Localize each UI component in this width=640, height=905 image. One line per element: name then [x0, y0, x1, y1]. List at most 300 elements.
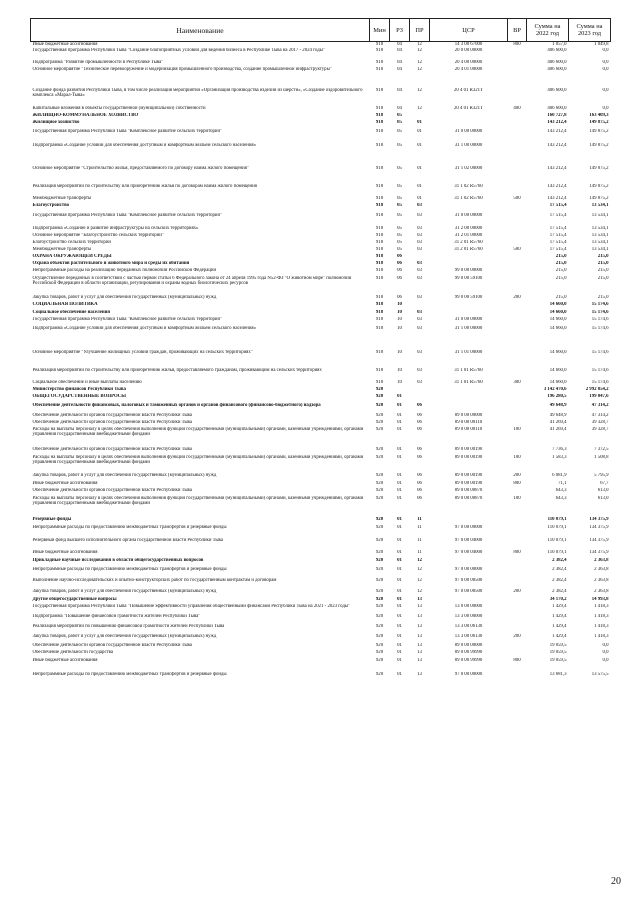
row-pr: 06: [417, 472, 422, 478]
row-pr: 06: [417, 402, 422, 408]
row-vr: [508, 368, 527, 380]
row-sum-2022: 14 660,0: [549, 301, 567, 307]
row-rz: 05: [397, 232, 402, 238]
row-min: 920: [375, 537, 384, 543]
row-pr: 13: [417, 623, 422, 629]
row-pr: 03: [417, 246, 422, 252]
row-name: Основное мероприятие "Техническое перевооружение и модернизация промышленного производства, создание промышленной инфраструктуры": [32, 66, 332, 72]
row-name: Обеспечение деятельности органов государственной власти Республики Тыва: [32, 412, 192, 418]
row-pr: 12: [417, 557, 422, 563]
row-min: 920: [375, 480, 384, 486]
row-csr: 97 0 00 04000: [454, 549, 483, 555]
row-rz: 01: [397, 524, 402, 530]
row-min: 920: [375, 393, 384, 399]
row-name: Благоустройство: [32, 202, 70, 208]
row-vr: [508, 317, 527, 326]
row-rz: 01: [397, 588, 402, 594]
table-row: [31, 473, 611, 481]
row-sum-2022: 160 727,8: [547, 112, 567, 118]
row-vr: 800: [513, 480, 521, 486]
row-min: 918: [375, 325, 384, 331]
row-sum-2022: 406 600,0: [547, 59, 567, 65]
row-csr: 97 0 00 08500: [454, 577, 483, 583]
row-sum-2022: 110 079,1: [547, 524, 567, 530]
row-rz: 06: [397, 275, 402, 281]
row-vr: [508, 578, 527, 589]
row-rz: 04: [397, 66, 402, 72]
row-sum-2022: 34 170,2: [549, 596, 567, 602]
row-sum-2023: 0,0: [602, 105, 609, 111]
table-row: [31, 350, 611, 368]
row-rz: 01: [397, 426, 402, 432]
row-vr: 200: [513, 472, 521, 478]
row-csr: 31 1 01 00000: [454, 349, 483, 355]
row-sum-2023: 0,0: [602, 66, 609, 72]
row-name: Межбюджетные трансферты: [32, 246, 92, 252]
row-min: 918: [375, 119, 384, 125]
row-min: 920: [375, 386, 384, 392]
row-sum-2022: 143 212,4: [547, 195, 567, 201]
row-rz: 01: [397, 419, 402, 425]
row-name: Подпрограмма «Создание и развитие инфраструктуры на сельских территориях»: [32, 225, 199, 231]
row-csr: 89 0 00 00000: [454, 412, 483, 418]
table-header-row: [31, 19, 611, 42]
row-min: 918: [375, 202, 384, 208]
row-pr: [410, 394, 430, 403]
row-pr: 12: [417, 577, 422, 583]
row-pr: 12: [417, 566, 422, 572]
row-name: Резервные фонды: [32, 516, 72, 522]
row-name: Социальное обеспечение населения: [32, 309, 110, 315]
row-rz: 01: [397, 642, 402, 648]
table-row: [31, 614, 611, 624]
row-sum-2022: 49 648,9: [549, 402, 567, 408]
row-csr: 89 0 00 99990: [454, 649, 483, 655]
row-name: Жилищное хозяйство: [32, 119, 80, 125]
header-sum-2023: Сумма на 2023 год: [569, 19, 611, 42]
row-sum-2023: 13 534,1: [591, 232, 609, 238]
row-min: 918: [375, 128, 384, 134]
row-csr: 89 0 00 00870: [454, 495, 483, 501]
row-min: 920: [375, 487, 384, 493]
row-sum-2022: 14 660,0: [549, 309, 567, 315]
row-name: Государственная программа Республики Тыва "Повышение эффективности управления общественными финансами Республики Тыва на 2021 - 2023 годы": [32, 603, 350, 609]
table-row: [31, 143, 611, 166]
row-pr: 11: [417, 537, 422, 543]
row-csr: 13 3 00 00000: [454, 613, 483, 619]
row-csr: [430, 261, 508, 268]
row-rz: 01: [397, 480, 402, 486]
row-name: Обеспечение деятельности органов государственной власти Республики Тыва: [32, 446, 192, 452]
row-pr: 13: [417, 596, 422, 602]
row-pr: 01: [417, 195, 422, 201]
row-pr: 03: [417, 260, 422, 266]
row-min: 918: [375, 225, 384, 231]
row-rz: 05: [397, 112, 402, 118]
table-row: [31, 403, 611, 413]
row-sum-2023: 47 314,2: [591, 412, 609, 418]
row-name: Непрограммные расходы на реализацию переданных полномочий Российской Федерации: [32, 267, 217, 273]
row-vr: [508, 302, 527, 310]
table-row: [31, 488, 611, 496]
row-sum-2022: 1 057,0: [552, 42, 567, 47]
row-sum-2022: 19 059,5: [549, 649, 567, 655]
row-name: Создание фонда развития Республики Тыва, в том числе реализация мероприятий «Организация производства изделий из шерсти», «Создание оздоровительного комплекса «Марал-Тыва»: [32, 87, 363, 98]
row-sum-2023: 134 375,9: [589, 524, 609, 530]
row-sum-2023: 149 875,2: [589, 142, 609, 148]
row-name: Выполнение научно-исследовательских и опытно-конструкторских работ по государственным контрактам и договорам: [32, 577, 277, 583]
row-min: 920: [375, 596, 384, 602]
row-csr: 99 0 00 59100: [454, 275, 483, 281]
row-name: Непрограммные расходы по предоставлению межбюджетных трансфертов и резервные фонды: [32, 566, 227, 572]
row-vr: [508, 48, 527, 60]
row-name: Обеспечение деятельности государства: [32, 649, 114, 655]
row-sum-2023: 5 795,9: [594, 472, 609, 478]
row-rz: 05: [397, 212, 402, 218]
row-csr: [430, 387, 508, 394]
row-sum-2023: 15 174,6: [591, 301, 609, 307]
row-pr: 13: [417, 642, 422, 648]
row-name: Расходы на выплаты персоналу в целях обеспечения выполнения функций государственными (муниципальными) органами, казенными учреждениями, органами управления государственными внебюджетными фондами: [32, 426, 364, 437]
row-name: Резервный фонд высшего исполнительного органа государственной власти Республики Тыва: [32, 537, 223, 543]
row-rz: 01: [397, 649, 402, 655]
row-pr: [410, 302, 430, 310]
row-sum-2023: 1 418,3: [594, 603, 609, 609]
row-rz: 10: [397, 367, 402, 373]
row-csr: 31 2 01 00000: [454, 232, 483, 238]
row-name: Подпрограмма "Развитие промышленности в Республике Тыва": [32, 59, 164, 65]
row-min: 918: [375, 59, 384, 65]
row-vr: 800: [513, 549, 521, 555]
table-row: [31, 387, 611, 394]
row-name: Обеспечение деятельности органов государственной власти Республики Тыва: [32, 487, 192, 493]
row-vr: [508, 203, 527, 213]
row-sum-2023: 149 875,2: [589, 195, 609, 201]
table-row: [31, 310, 611, 317]
row-min: 918: [375, 239, 384, 245]
row-sum-2022: 7 736,3: [552, 446, 567, 452]
row-rz: [390, 387, 410, 394]
row-min: 918: [375, 253, 384, 259]
row-vr: [508, 387, 527, 394]
table-row: [31, 268, 611, 276]
row-rz: 01: [397, 557, 402, 563]
row-sum-2022: 17 515,4: [549, 239, 567, 245]
row-pr: 11: [417, 516, 422, 522]
table-row: [31, 120, 611, 129]
row-name: Государственная программа Республики Тыва "Создание благоприятных условий для ведения бизнеса в Республике Тыва на 2017 - 2024 годы": [32, 47, 325, 53]
row-pr: 11: [417, 524, 422, 530]
table-row: [31, 597, 611, 604]
row-rz: 10: [397, 325, 402, 331]
row-sum-2023: 215,0: [597, 294, 609, 300]
row-rz: 01: [397, 633, 402, 639]
row-sum-2023: 13 534,1: [591, 212, 609, 218]
row-vr: [508, 350, 527, 368]
row-sum-2022: 13 681,3: [549, 671, 567, 677]
table-row: [31, 233, 611, 240]
row-sum-2022: 1 429,4: [552, 603, 567, 609]
row-pr: 12: [417, 47, 422, 53]
table-row: [31, 247, 611, 254]
row-rz: 01: [397, 495, 402, 501]
row-sum-2022: 1 429,4: [552, 623, 567, 629]
row-rz: 04: [397, 87, 402, 93]
row-csr: [430, 394, 508, 403]
row-sum-2023: 2 363,8: [594, 566, 609, 572]
row-sum-2022: 406 600,0: [547, 66, 567, 72]
row-name: ЖИЛИЩНО-КОММУНАЛЬНОЕ ХОЗЯЙСТВО: [32, 112, 139, 118]
row-pr: 06: [417, 495, 422, 501]
table-row: [31, 496, 611, 517]
row-sum-2023: 2 992 854,2: [585, 386, 609, 392]
row-min: 920: [375, 412, 384, 418]
row-pr: 06: [417, 419, 422, 425]
row-sum-2022: 143 212,4: [547, 183, 567, 189]
table-row: [31, 368, 611, 380]
row-csr: 31 0 00 00000: [454, 128, 483, 134]
row-name: Подпрограмма «Создание условий для обеспечения доступным и комфортным жильем сельского населения»: [32, 142, 257, 148]
row-sum-2022: 14 660,0: [549, 367, 567, 373]
row-min: 918: [375, 87, 384, 93]
row-csr: 31 1 02 00000: [454, 165, 483, 171]
table-body: [31, 42, 611, 682]
row-name: Обеспечение деятельности органов государственной власти Республики Тыва: [32, 642, 192, 648]
row-rz: 01: [397, 577, 402, 583]
row-sum-2023: 14 993,8: [591, 596, 609, 602]
row-min: 918: [375, 42, 384, 47]
row-vr: [508, 643, 527, 650]
table-row: [31, 184, 611, 196]
table-row: [31, 658, 611, 672]
row-pr: 13: [417, 649, 422, 655]
row-sum-2022: 17 515,4: [549, 212, 567, 218]
row-sum-2022: 143 212,4: [547, 165, 567, 171]
row-csr: 13 0 00 00000: [454, 603, 483, 609]
row-min: 920: [375, 657, 384, 663]
table-row: [31, 240, 611, 247]
row-sum-2023: 149 875,2: [589, 183, 609, 189]
row-csr: [430, 254, 508, 261]
row-pr: 03: [417, 367, 422, 373]
row-rz: 05: [397, 128, 402, 134]
row-pr: 13: [417, 603, 422, 609]
table-row: [31, 226, 611, 233]
row-csr: 97 0 00 00000: [454, 566, 483, 572]
row-name: Прикладные научные исследования в области общегосударственных вопросов: [32, 557, 204, 563]
row-csr: [430, 302, 508, 310]
row-sum-2023: 215,0: [597, 275, 609, 281]
header-name: Наименование: [31, 19, 370, 42]
row-csr: [430, 310, 508, 317]
row-min: 918: [375, 105, 384, 111]
table-row: [31, 394, 611, 403]
row-rz: 04: [397, 105, 402, 111]
table-row: [31, 447, 611, 455]
row-vr: [508, 413, 527, 420]
row-csr: 99 0 00 59100: [454, 294, 483, 300]
row-min: 918: [375, 267, 384, 273]
row-csr: 89 0 00 00110: [454, 419, 483, 425]
row-name: Иные бюджетные ассигнования: [32, 549, 98, 555]
header-rz: РЗ: [390, 19, 410, 42]
row-vr: 100: [513, 495, 521, 501]
row-pr: [410, 113, 430, 120]
row-sum-2022: 406 600,0: [547, 105, 567, 111]
row-min: 918: [375, 112, 384, 118]
row-sum-2022: 17 515,4: [549, 246, 567, 252]
row-pr: 11: [417, 549, 422, 555]
row-rz: 06: [397, 253, 402, 259]
row-csr: [430, 517, 508, 525]
row-sum-2022: 17 515,4: [549, 225, 567, 231]
table-row: [31, 166, 611, 184]
row-vr: [508, 488, 527, 496]
row-sum-2022: 215,0: [555, 253, 567, 259]
row-csr: 97 0 00 08500: [454, 588, 483, 594]
row-vr: [508, 517, 527, 525]
row-csr: [430, 203, 508, 213]
row-vr: [508, 129, 527, 143]
row-csr: 31 1 02 R5760: [454, 183, 483, 189]
table-row: [31, 295, 611, 302]
row-sum-2022: 17 515,4: [549, 232, 567, 238]
table-row: [31, 517, 611, 525]
row-pr: 01: [417, 128, 422, 134]
row-name: Закупка товаров, работ и услуг для обеспечения государственных (муниципальных) нужд: [32, 633, 217, 639]
row-sum-2023: 0,0: [602, 642, 609, 648]
header-csr: ЦСР: [430, 19, 508, 42]
row-sum-2023: 15 174,6: [591, 316, 609, 322]
row-pr: 03: [417, 294, 422, 300]
row-rz: 05: [397, 202, 402, 208]
row-sum-2022: 2 382,4: [552, 566, 567, 572]
row-vr: [508, 88, 527, 106]
row-rz: 01: [397, 393, 402, 399]
row-vr: 100: [513, 454, 521, 460]
table-row: [31, 48, 611, 60]
row-min: 918: [375, 379, 384, 385]
row-rz: 01: [397, 623, 402, 629]
row-sum-2023: 2 363,8: [594, 557, 609, 563]
row-name: Расходы на выплаты персоналу в целях обеспечения выполнения функций государственными (муниципальными) органами, казенными учреждениями, органами управления государственными внебюджетными фондами: [32, 495, 364, 506]
row-vr: [508, 394, 527, 403]
row-rz: 05: [397, 246, 402, 252]
row-rz: 04: [397, 59, 402, 65]
row-csr: 31 0 00 00000: [454, 316, 483, 322]
row-rz: 04: [397, 47, 402, 53]
row-csr: [430, 403, 508, 413]
row-name: Реализация мероприятий по повышению финансовой грамотности жителей Республики Тыва: [32, 623, 225, 629]
row-pr: 03: [417, 349, 422, 355]
table-row: [31, 129, 611, 143]
row-vr: 500: [513, 246, 521, 252]
row-sum-2022: 643,3: [555, 495, 567, 501]
row-pr: 03: [417, 379, 422, 385]
row-sum-2023: 0,0: [602, 657, 609, 663]
row-min: 920: [375, 613, 384, 619]
row-rz: 01: [397, 566, 402, 572]
row-sum-2023: 0,0: [602, 87, 609, 93]
row-sum-2022: 110 079,1: [547, 516, 567, 522]
row-sum-2022: 110 079,1: [547, 549, 567, 555]
table-row: [31, 413, 611, 420]
row-name: Подпрограмма «Создание условий для обеспечения доступным и комфортным жильем сельского населения»: [32, 325, 257, 331]
row-sum-2023: 47 314,2: [591, 402, 609, 408]
row-min: 920: [375, 566, 384, 572]
budget-table: [30, 18, 611, 682]
row-vr: [508, 403, 527, 413]
row-csr: 97 0 00 00000: [454, 524, 483, 530]
row-pr: [410, 387, 430, 394]
row-pr: 06: [417, 487, 422, 493]
row-name: Закупка товаров, работ и услуг для обеспечения государственных (муниципальных) нужд: [32, 588, 217, 594]
row-name: Реализация мероприятий по строительству или приобретению жилья по договорам найма жилого помещения: [32, 183, 257, 189]
row-sum-2022: 1 429,4: [552, 613, 567, 619]
row-sum-2022: 6 081,9: [552, 472, 567, 478]
row-sum-2023: 163 409,3: [589, 112, 609, 118]
row-sum-2022: 215,0: [555, 260, 567, 266]
row-rz: 01: [397, 412, 402, 418]
row-name: Иные бюджетные ассигнования: [32, 657, 98, 663]
row-sum-2023: 2 363,8: [594, 577, 609, 583]
row-min: 918: [375, 349, 384, 355]
table-row: [31, 276, 611, 295]
table-row: [31, 326, 611, 350]
row-rz: 05: [397, 119, 402, 125]
header-vr: ВР: [508, 19, 527, 42]
row-vr: [508, 276, 527, 295]
row-name: Осуществление переданных в соответствии с частью первой статьи 6 Федерального закона от 24 апреля 1995 года N52-ФЗ "О животном мире" полномочий Российской Федерации в области организации, регулирования и охраны водных биологических ресурсов: [32, 275, 352, 286]
row-sum-2023: 0,0: [602, 47, 609, 53]
row-min: 918: [375, 301, 384, 307]
row-pr: 12: [417, 87, 422, 93]
row-sum-2022: 215,0: [555, 267, 567, 273]
table-row: [31, 589, 611, 597]
row-vr: [508, 60, 527, 67]
row-sum-2022: 143 212,4: [547, 128, 567, 134]
table-row: [31, 650, 611, 658]
row-sum-2023: 39 328,7: [591, 419, 609, 425]
row-name: Государственная программа Республики Тыва "Комплексное развитие сельских территорий": [32, 316, 223, 322]
row-csr: 31 1 02 R5760: [454, 195, 483, 201]
row-name: Другие общегосударственные вопросы: [32, 596, 117, 602]
header-min: Мин: [370, 19, 390, 42]
row-min: 920: [375, 549, 384, 555]
row-csr: 31 2 00 00000: [454, 225, 483, 231]
row-csr: 89 0 00 00000: [454, 642, 483, 648]
table-row: [31, 380, 611, 387]
header-sum-2022: Сумма на 2022 год: [527, 19, 569, 42]
row-sum-2022: 17 515,4: [549, 202, 567, 208]
row-name: Благоустройство сельских территорий: [32, 239, 111, 245]
row-pr: 06: [417, 454, 422, 460]
table-row: [31, 261, 611, 268]
row-csr: 31 2 01 R5760: [454, 239, 483, 245]
row-pr: 01: [417, 142, 422, 148]
row-sum-2022: 49 648,9: [549, 412, 567, 418]
row-name: Межбюджетные трансферты: [32, 195, 92, 201]
row-rz: 01: [397, 603, 402, 609]
row-vr: 100: [513, 426, 521, 432]
row-rz: 10: [397, 349, 402, 355]
table-row: [31, 558, 611, 567]
row-vr: 500: [513, 195, 521, 201]
row-rz: 05: [397, 142, 402, 148]
row-vr: [508, 213, 527, 226]
row-vr: [508, 120, 527, 129]
row-min: 920: [375, 588, 384, 594]
